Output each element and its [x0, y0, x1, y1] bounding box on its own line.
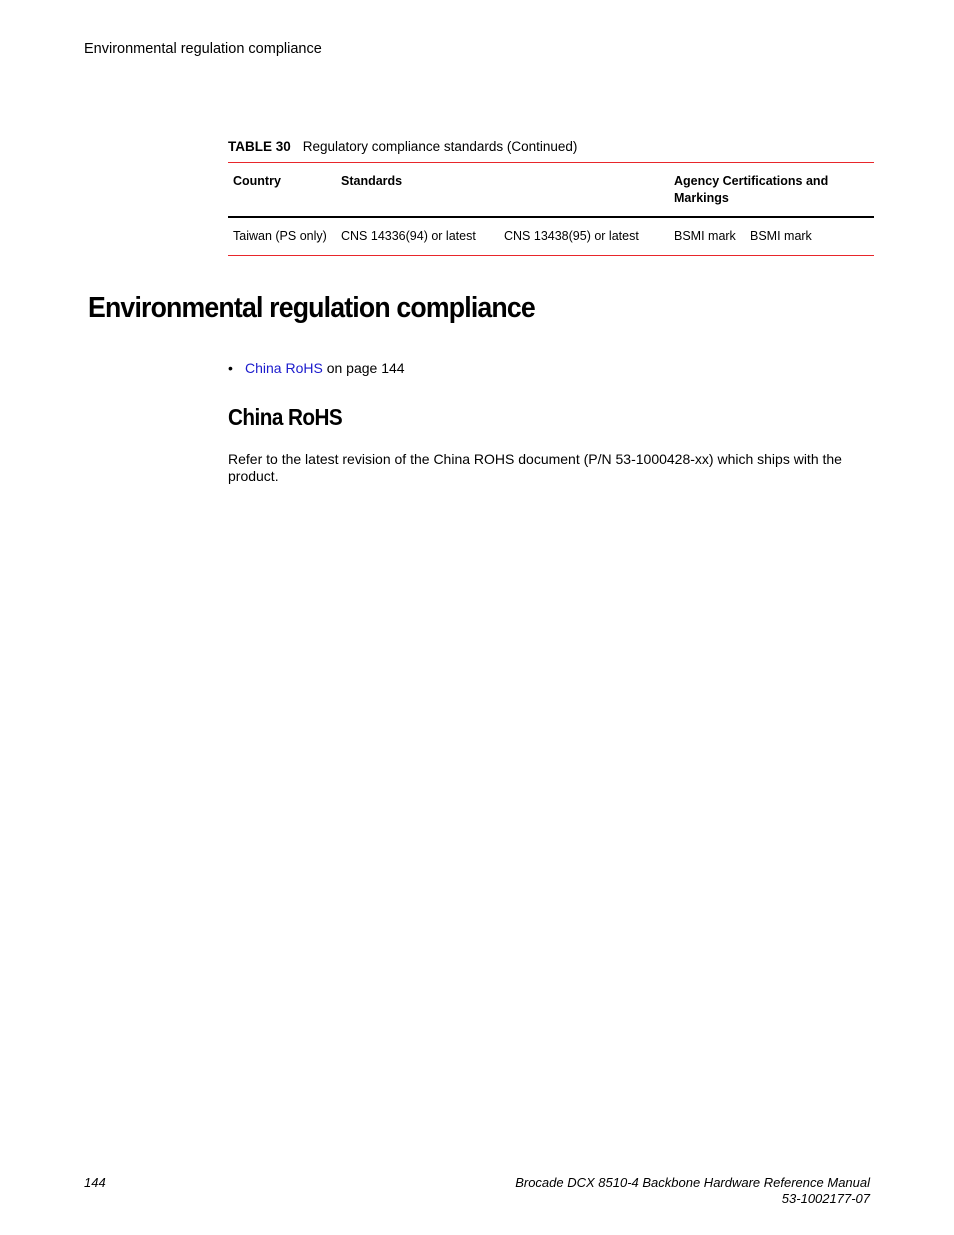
table-header-row [228, 163, 874, 216]
footer-manual-title: Brocade DCX 8510-4 Backbone Hardware Reference Manual [515, 1175, 870, 1190]
toc-page-ref: on page 144 [322, 360, 405, 376]
cell-country: Taiwan (PS only) [233, 229, 327, 243]
section-title: Environmental regulation compliance [88, 292, 535, 324]
footer-manual-info [515, 1175, 870, 1207]
table-caption-text: Regulatory compliance standards (Continued) [302, 139, 578, 154]
table-caption [228, 139, 577, 154]
footer-doc-number: 53-1002177-07 [781, 1191, 870, 1206]
cell-agency-2: BSMI mark [750, 229, 812, 243]
footer-page-number: 144 [84, 1175, 106, 1190]
cell-agency-1: BSMI mark [674, 229, 736, 243]
subsection-title: China RoHS [228, 404, 343, 430]
running-header: Environmental regulation compliance [84, 41, 322, 57]
header-country: Country [233, 174, 281, 188]
cell-standard-2: CNS 13438(95) or latest [504, 229, 639, 243]
toc-list [228, 360, 405, 376]
table-row [228, 218, 874, 255]
header-agency: Agency Certifications and Markings [674, 174, 829, 205]
header-standards: Standards [341, 174, 403, 188]
bullet-dot: • [228, 360, 233, 376]
compliance-table [228, 162, 874, 256]
cell-standard-1: CNS 14336(94) or latest [341, 229, 476, 243]
table-caption-label: TABLE 30 [228, 139, 291, 154]
body-paragraph: Refer to the latest revision of the China ROHS document (P/N 53-1000428-xx) which ships with the product. [228, 451, 842, 484]
table-bottom-rule [228, 255, 874, 256]
toc-link-china-rohs[interactable]: China RoHS [245, 360, 323, 376]
